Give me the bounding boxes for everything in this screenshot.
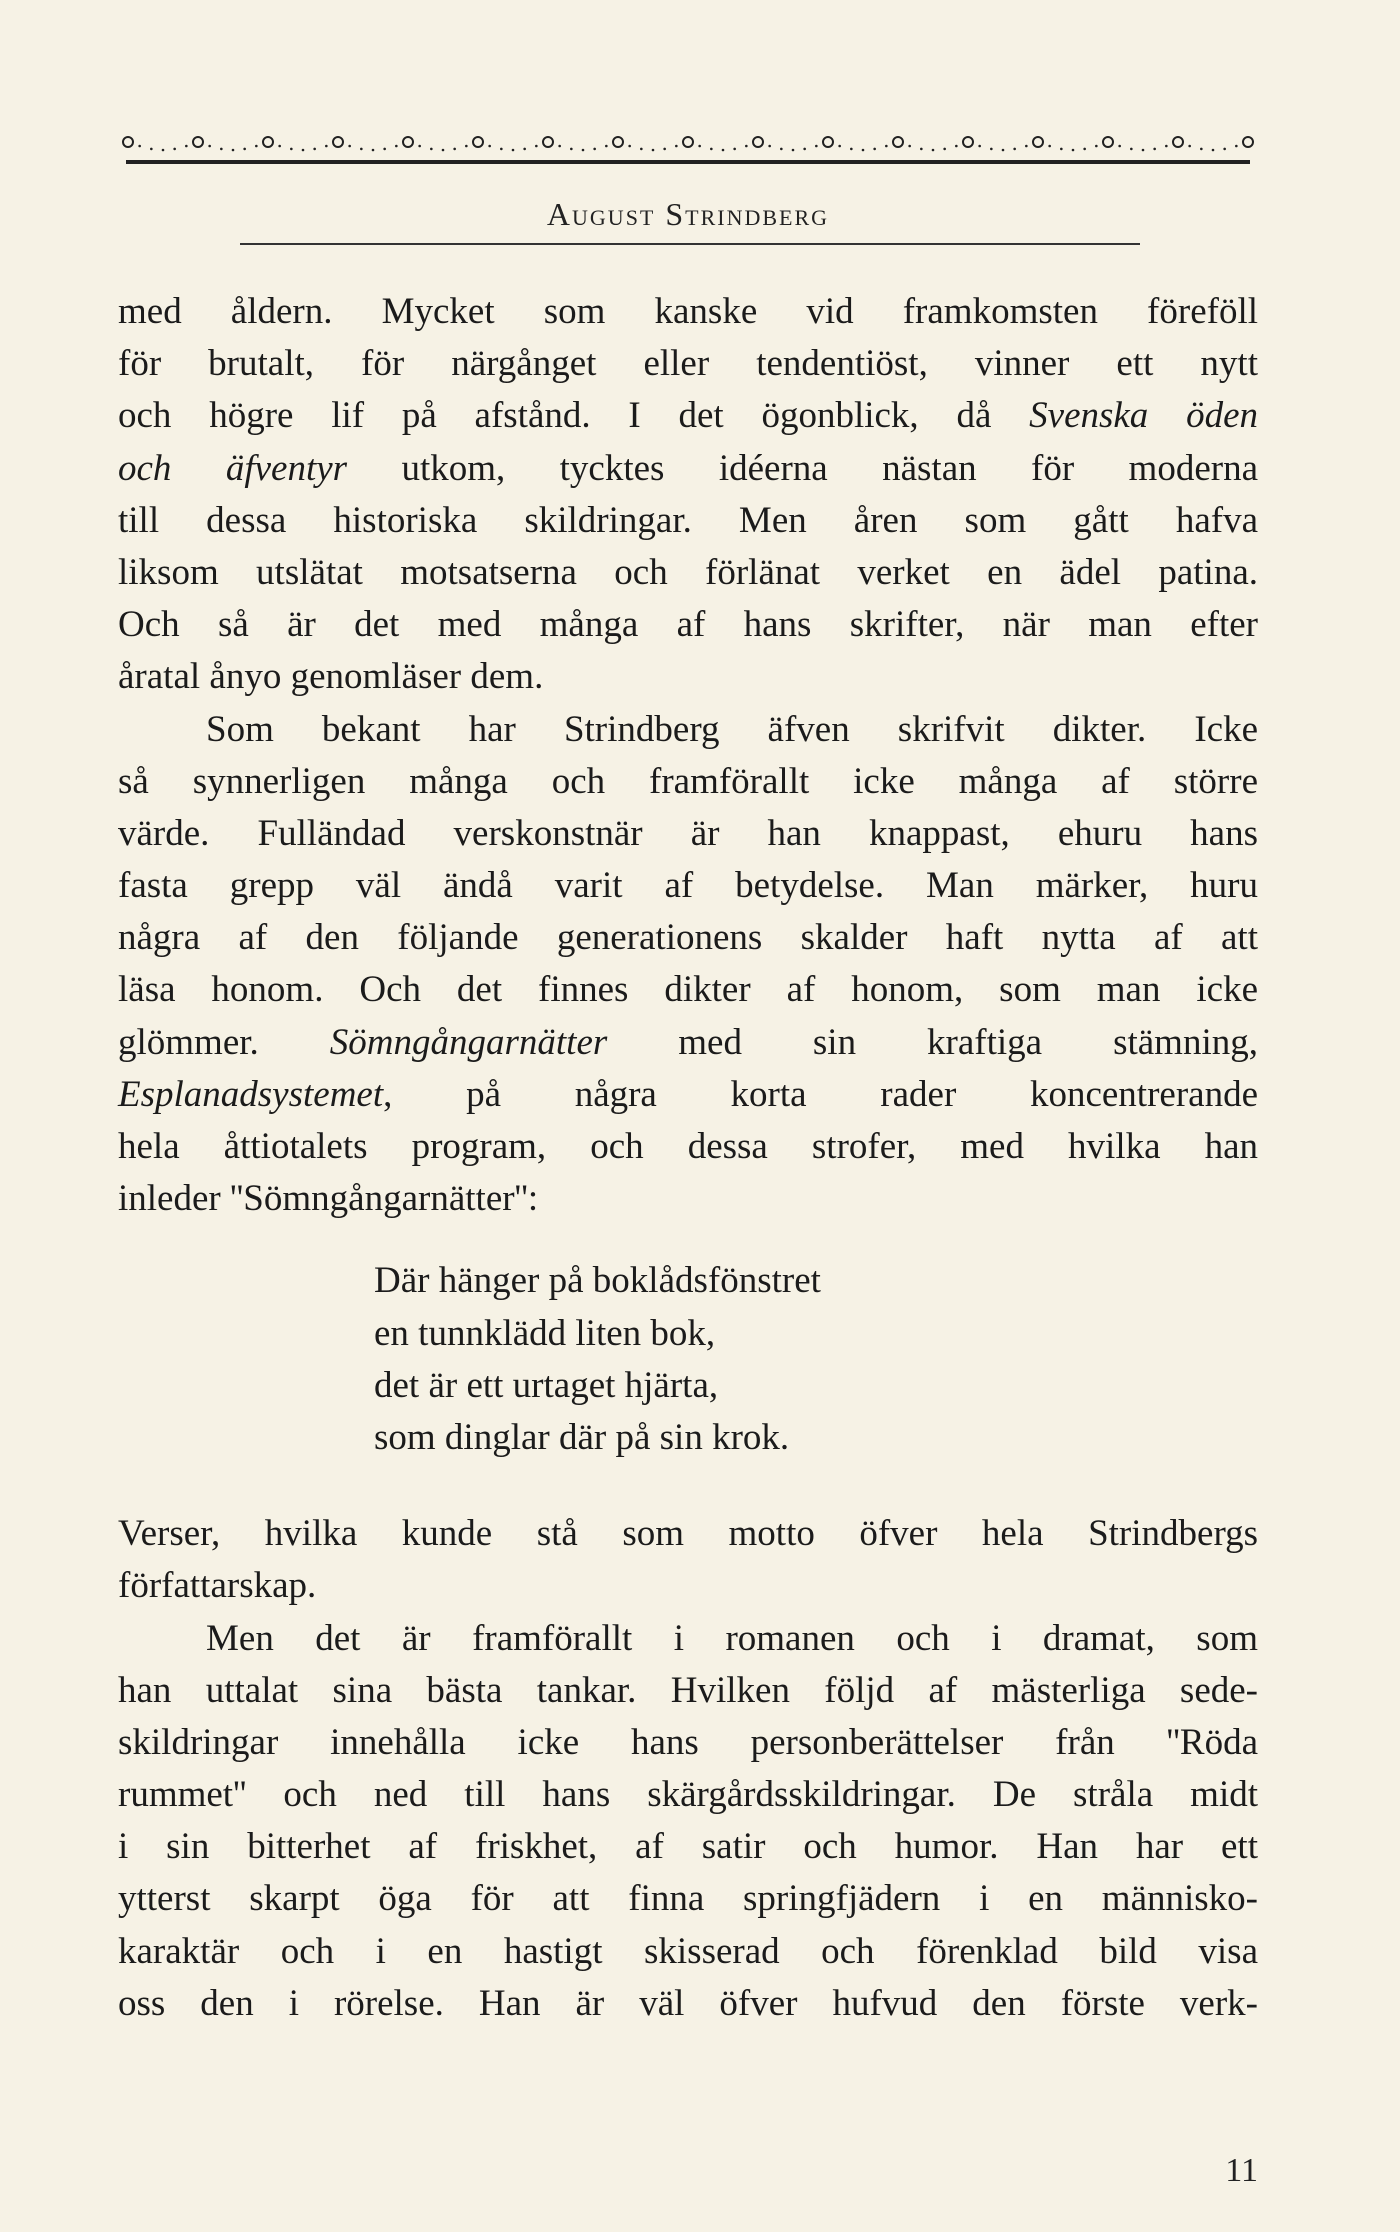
text-line: till dessa historiska skildringar. Men åren som gått hafva bbox=[118, 499, 1258, 541]
text-line: Men det är framförallt i romanen och i dramat, som bbox=[206, 1617, 1258, 1659]
paragraph bbox=[118, 1508, 1258, 1612]
text-line: liksom utslätat motsatserna och förlänat verket en ädel patina. bbox=[118, 551, 1258, 593]
text-line: Som bekant har Strindberg äfven skrifvit dikter. Icke bbox=[206, 708, 1258, 750]
text-line: värde. Fulländad verskonstnär är han knappast, ehuru hans bbox=[118, 812, 1258, 854]
text-line: med åldern. Mycket som kanske vid framkomsten föreföll bbox=[118, 291, 1258, 332]
text-span: , på några korta rader koncentrerande bbox=[383, 1073, 1258, 1115]
text-span: och högre lif på afstånd. I det ögonblick, då bbox=[118, 395, 1030, 437]
text-line: inleder ''Sömngångarnätter'': bbox=[118, 1178, 539, 1220]
text-line bbox=[118, 390, 1258, 442]
body-text bbox=[118, 286, 1258, 2030]
text-line: fasta grepp väl ändå varit af betydelse. Man märker, huru bbox=[118, 865, 1258, 907]
text-span: utkom, tycktes idéerna nästan för moderna bbox=[347, 447, 1258, 489]
text-line: författarskap. bbox=[118, 1565, 317, 1607]
text-span: glömmer. bbox=[118, 1021, 330, 1063]
text-line: Och så är det med många af hans skrifter, när man efter bbox=[118, 604, 1258, 646]
text-line: läsa honom. Och det finnes dikter af honom, som man icke bbox=[118, 969, 1258, 1011]
header-ornament bbox=[118, 120, 1258, 166]
text-line: i sin bitterhet af friskhet, af satir och humor. Han har ett bbox=[118, 1826, 1258, 1868]
verse-line: en tunnklädd liten bok, bbox=[374, 1312, 716, 1354]
text-line: han uttalat sina bästa tankar. Hvilken följd af mästerliga sede- bbox=[118, 1669, 1258, 1711]
text-span: för brutalt, för närgånget eller tendentiöst, vinner ett nytt bbox=[118, 343, 1258, 385]
verse-line: som dinglar där på sin krok. bbox=[374, 1416, 790, 1458]
work-title: och äfventyr bbox=[118, 447, 348, 489]
text-line: karaktär och i en hastigt skisserad och förenklad bild visa bbox=[118, 1930, 1258, 1972]
text-line bbox=[118, 338, 1258, 390]
text-line: oss den i rörelse. Han är väl öfver hufvud den förste verk- bbox=[118, 1982, 1258, 2024]
text-span: med sin kraftiga stämning, bbox=[607, 1021, 1258, 1063]
paragraph bbox=[118, 286, 1258, 704]
paragraph bbox=[118, 1613, 1258, 2031]
text-line bbox=[118, 443, 1258, 495]
work-title: Sömngångarnätter bbox=[329, 1021, 608, 1063]
verse-line: Där hänger på boklådsfönstret bbox=[374, 1260, 821, 1302]
text-line: ytterst skarpt öga för att finna springfjädern i en människo- bbox=[118, 1878, 1258, 1920]
paragraph bbox=[118, 704, 1258, 1226]
text-line bbox=[118, 1017, 1258, 1069]
text-line: Verser, hvilka kunde stå som motto öfver hela Strindbergs bbox=[118, 1513, 1258, 1555]
page-number: 11 bbox=[1225, 2152, 1258, 2189]
text-line: hela åttiotalets program, och dessa strofer, med hvilka han bbox=[118, 1126, 1258, 1167]
text-line: så synnerligen många och framförallt icke många af större bbox=[118, 760, 1258, 802]
work-title: Esplanadsystemet bbox=[118, 1073, 384, 1115]
running-head: August Strindberg bbox=[546, 196, 830, 232]
text-line: några af den följande generationens skalder haft nytta af att bbox=[118, 917, 1258, 959]
text-line: åratal ånyo genomläser dem. bbox=[118, 656, 544, 698]
text-line: skildringar innehålla icke hans personberättelser från ''Röda bbox=[118, 1721, 1258, 1763]
verse-quote bbox=[118, 1255, 1258, 1464]
text-line bbox=[118, 1069, 1258, 1121]
header-rule bbox=[240, 243, 1140, 245]
verse-line: det är ett urtaget hjärta, bbox=[374, 1364, 719, 1406]
text-line: rummet'' och ned till hans skärgårdsskildringar. De stråla midt bbox=[118, 1774, 1258, 1816]
work-title: Svenska öden bbox=[1029, 395, 1258, 437]
